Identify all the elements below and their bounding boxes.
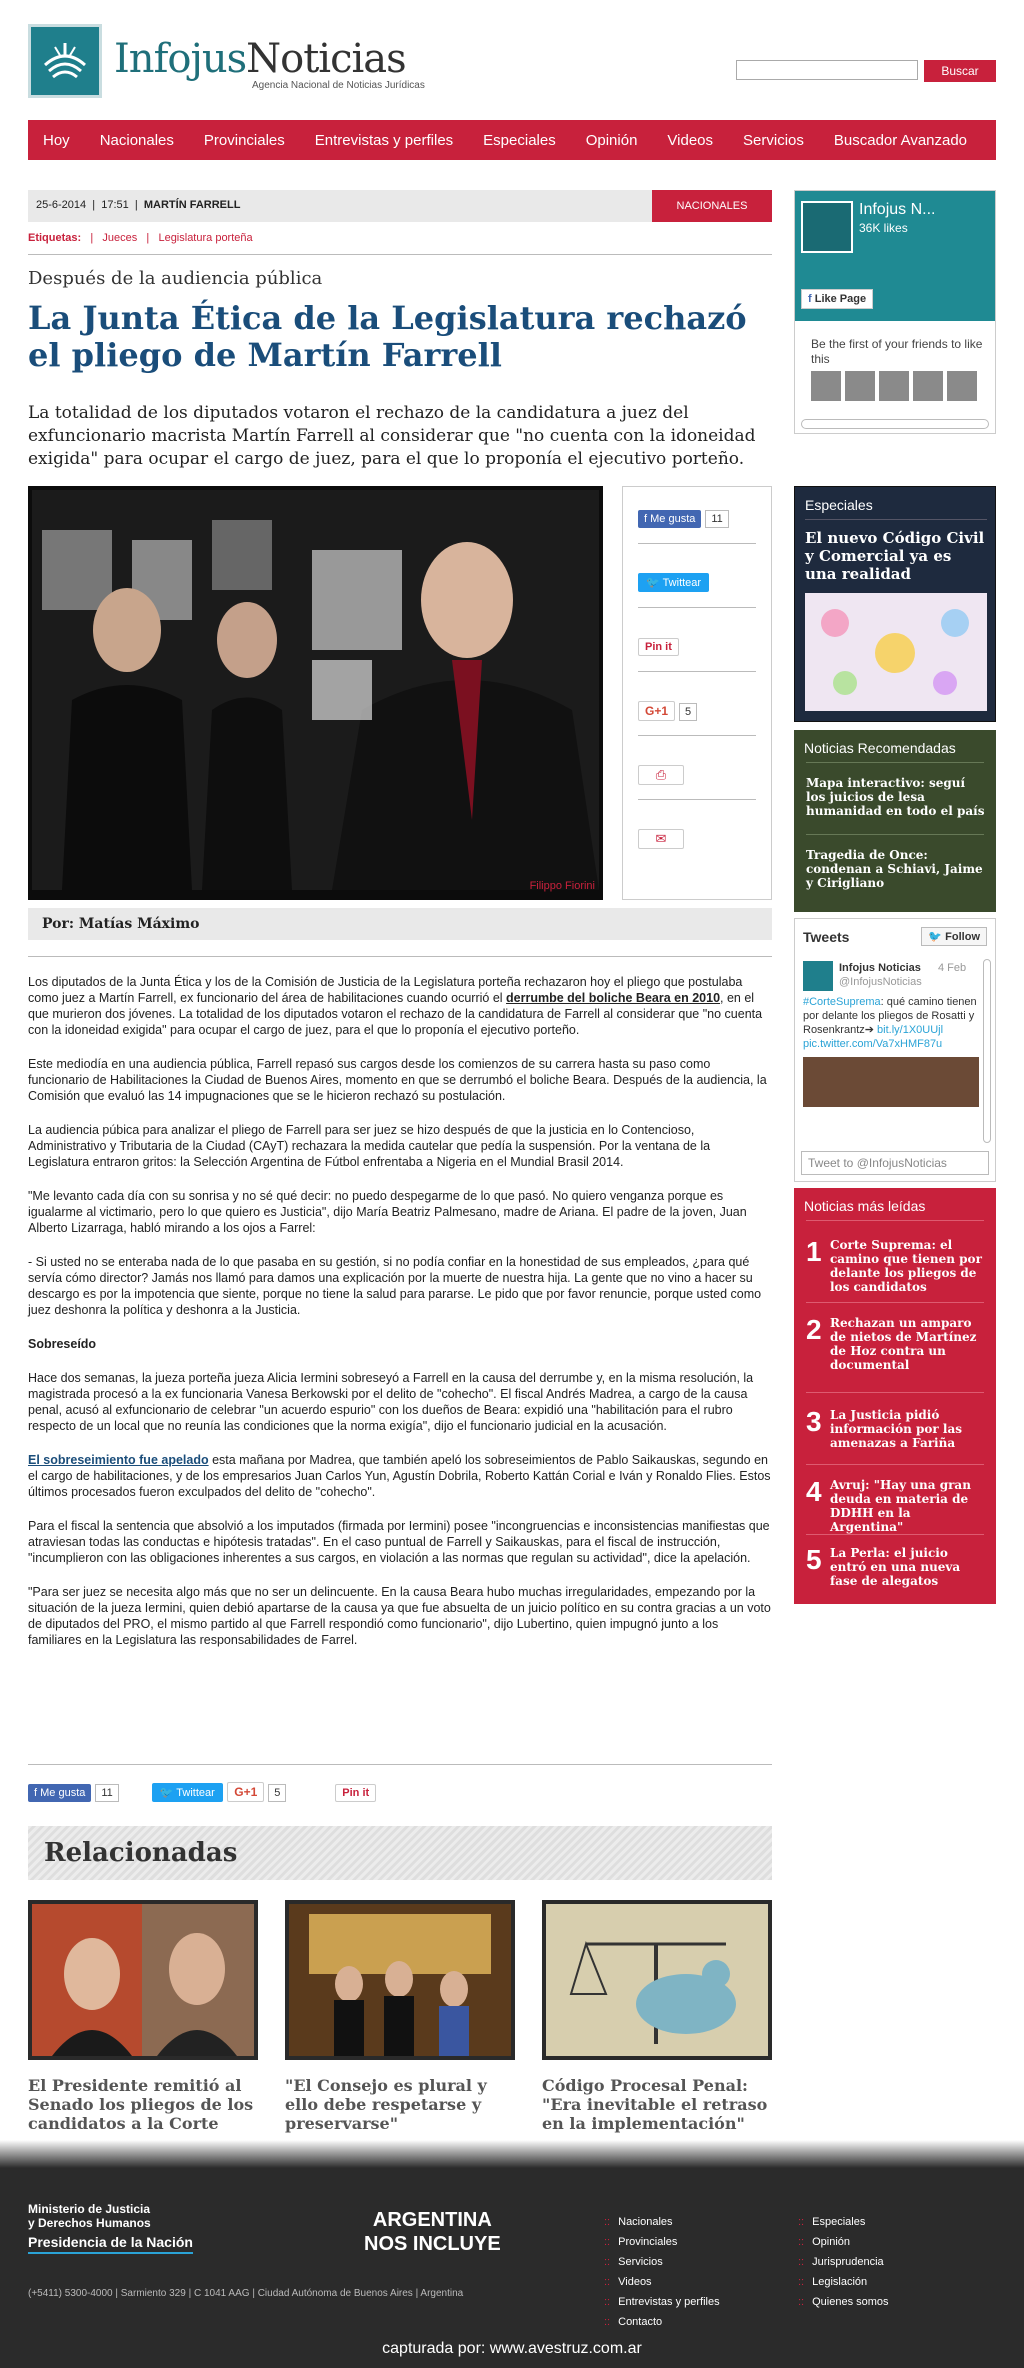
rank-number: 5 <box>806 1544 822 1575</box>
nav-item-videos[interactable]: Videos <box>667 131 714 149</box>
section-badge[interactable]: NACIONALES <box>652 190 772 222</box>
tweet-image[interactable] <box>803 1057 979 1107</box>
main-nav <box>28 120 996 160</box>
gplus-count: 5 <box>268 1784 286 1802</box>
body-paragraph: El sobreseimiento fue apelado esta mañana por Madrea, que también apeló los sobreseimientos de Pablo Saikauskas, segundo en el cargo de habilitaciones, y de los empresarios Juan Carlos Yun, Agustín Dobrila, Roberto Kattán Corial e Iván y Ronaldo Flies. Estos últimos procesados fueron exculpados del delito de "cohecho". <box>28 1453 771 1499</box>
mas-leida-title[interactable]: Rechazan un amparo de nietos de Martínez de Hoz contra un documental <box>830 1316 977 1372</box>
page-avatar[interactable] <box>801 201 853 253</box>
related-card[interactable] <box>28 1900 258 2133</box>
twitter-icon: 🐦 <box>646 577 660 589</box>
google-plus-button[interactable]: G+1 <box>227 1782 264 1802</box>
especiales-box <box>794 486 996 722</box>
divider <box>28 956 772 957</box>
footer-links-col1 <box>604 2212 720 2332</box>
presidency-logo[interactable]: Presidencia de la Nación <box>28 2234 193 2254</box>
article-headline: La Junta Ética de la Legislatura rechazó el pliego de Martín Farrell <box>28 299 747 374</box>
nav-item-especiales[interactable]: Especiales <box>483 131 556 149</box>
body-paragraph: Este mediodía en una audiencia pública, Farrell repasó sus cargos desde los comienzos de su carrera hasta su paso como funcionario de Habilitaciones la Ciudad de Buenos Aires, momento en que se derrumbó el boliche Beara. Después de la audiencia, la Comisión que evaluó las 14 impugnaciones que se le hicieron rechazó su postulación. <box>28 1057 767 1103</box>
nav-item-entrevistas[interactable]: Entrevistas y perfiles <box>314 131 454 149</box>
tweet-handle[interactable]: @InfojusNoticias <box>839 976 922 988</box>
facebook-like-button[interactable]: f Me gusta <box>28 1784 91 1802</box>
article-author[interactable]: MARTÍN FARRELL <box>143 199 241 211</box>
footer-link[interactable]: :: Servicios <box>604 2256 663 2268</box>
google-plus-button[interactable]: G+1 <box>638 701 675 721</box>
related-header <box>28 1826 772 1880</box>
facebook-page-name[interactable]: Infojus N... <box>859 201 936 218</box>
footer-link[interactable]: :: Provinciales <box>604 2236 678 2248</box>
mas-leidas-label: Noticias más leídas <box>804 1198 926 1214</box>
related-card[interactable] <box>542 1900 772 2133</box>
body-paragraph: Hace dos semanas, la jueza porteña jueza Alicia Iermini sobreseyó a Farrell en la causa del derrumbe y, en la misma resolución, la magistrada procesó a la ex funcionaria Vanesa Berkowski por el delito de "cohecho". El fiscal Andrés Madrea, a cargo de la causa penal, acusó al exfuncionario de celebrar "un acuerdo espurio" con los dueños de Beara: expidió una "habilitación para el rubro respecto de un local que no reunía las condiciones que la norma exigía", dijo el funcionario judicial en la acusación. <box>28 1371 754 1433</box>
nav-item-nacionales[interactable]: Nacionales <box>99 131 174 149</box>
ministry-logo[interactable]: Ministerio de Justicia y Derechos Humanos <box>28 2202 151 2230</box>
body-subhead: Sobreseído <box>28 1337 97 1351</box>
search-input[interactable] <box>736 60 918 80</box>
mas-leida-title[interactable]: La Justicia pidió información por las amenazas a Fariña <box>830 1408 962 1450</box>
tags-label: Etiquetas: <box>28 232 82 244</box>
vertical-scrollbar[interactable] <box>983 959 991 1143</box>
pinterest-button[interactable]: Pin it <box>335 1784 376 1802</box>
facebook-banner[interactable] <box>795 191 995 321</box>
especiales-image[interactable] <box>805 593 987 711</box>
twitter-tweet-button[interactable]: 🐦 Twittear <box>152 1783 223 1802</box>
article-byline: Por: Matías Máximo <box>28 908 772 940</box>
article-lede: La totalidad de los diputados votaron el rechazo de la candidatura a juez del exfuncionario macrista Martín Farrell al considerar que "no cuenta con la idoneidad exigida" para ocupar el cargo de juez, para el que lo proponía el ejecutivo porteño. <box>28 403 756 469</box>
footer-link[interactable]: :: Contacto <box>604 2316 663 2328</box>
divider <box>28 1764 772 1765</box>
body-paragraph: Los diputados de la Junta Ética y los de la Comisión de Justicia de la Legislatura porteña rechazaron hoy el pliego que postulaba como juez a Martín Farrell, ex funcionario del área de habilitaciones cuando ocurrió el derrumbe del boliche Beara en 2010, en el que murieron dos jóvenes. La totalidad de los diputados votaron el rechazo de la candidatura de Farrell al considerar que "no cuenta con la idoneidad exigida" para ocupar el cargo de juez, para el que lo proponía el ejecutivo porteño. <box>28 975 763 1037</box>
article-photo <box>28 486 603 900</box>
footer-links-col2 <box>798 2212 889 2312</box>
site-logo[interactable]: InfojusNoticias <box>114 36 406 82</box>
facebook-faces <box>811 371 977 401</box>
footer-link[interactable]: :: Jurisprudencia <box>798 2256 884 2268</box>
article-time: 17:51 <box>101 199 129 211</box>
footer-link[interactable]: :: Especiales <box>798 2216 866 2228</box>
body-paragraph: "Me levanto cada día con su sonrisa y no sé qué decir: no puedo despegarme de lo que pasó. No quiero venganza porque es igualarme al victimario, pero lo que quiero es Justicia", dijo María Beatriz Palmesano, madre de Ariana. El padre de la joven, Juan Alberto Lizarraga, habló mirando a los ojos a Farrel: <box>28 1189 747 1235</box>
article-body <box>28 974 772 1666</box>
body-paragraph: La audiencia púbica para analizar el pliego de Farrell para ser juez se hizo después de que la justicia en lo Contencioso, Administrativo y Tributaria de la Ciudad (CAyT) rechazara la medida cautelar que pedía la suspensión. Por la ventana de la Legislatura entraron gritos: la Selección Argentina de Fútbol enfrentaba a Nigeria en el Mundial Brasil 2014. <box>28 1123 711 1169</box>
site-tagline: Agencia Nacional de Noticias Jurídicas <box>252 80 425 91</box>
nav-item-opinion[interactable]: Opinión <box>585 131 638 149</box>
facebook-icon: f <box>644 513 648 525</box>
recomendadas-label: Noticias Recomendadas <box>804 740 956 756</box>
related-title: Relacionadas <box>44 1838 238 1868</box>
twitter-icon: 🐦 <box>159 1787 174 1799</box>
site-header <box>28 24 996 100</box>
twitter-icon: 🐦 <box>928 931 943 943</box>
pinterest-button[interactable]: Pin it <box>638 638 679 656</box>
body-paragraph: "Para ser juez se necesita algo más que no ser un delincuente. En la causa Beara hubo muchas irregularidades, empezando por la situación de la jueza Iermini, quien debió apartarse de la causa ya que fue absuelta de un juicio político en su contra gracias a un voto de diputados del PRO, el mismo partido al que Farrell respondió como funcionario", dijo Lubertino, quien impugnó junto a los familiares en la Legislatura las responsabilidades de Farrel. <box>28 1585 771 1647</box>
beara-link[interactable]: derrumbe del boliche Beara en 2010 <box>506 991 721 1005</box>
article-date: 25-6-2014 <box>36 199 87 211</box>
twitter-tweet-button[interactable]: 🐦 Twittear <box>638 573 709 592</box>
nav-item-hoy[interactable]: Hoy <box>43 131 70 149</box>
mas-leida-title[interactable]: Avruj: "Hay una gran deuda en materia de DDHH en la Argentina" <box>830 1478 971 1534</box>
mas-leidas-box <box>794 1188 996 1604</box>
article-kicker: Después de la audiencia pública <box>28 268 323 289</box>
article-meta-bar: 25-6-2014 | 17:51 | MARTÍN FARRELL NACIONALES <box>28 190 772 222</box>
related-caption[interactable]: Código Procesal Penal: "Era inevitable el retraso en la implementación" <box>542 2076 768 2133</box>
facebook-page-widget <box>794 190 996 434</box>
gplus-count: 5 <box>679 703 697 721</box>
rank-number: 3 <box>806 1406 822 1437</box>
related-caption[interactable]: "El Consejo es plural y ello debe respetarse y preservarse" <box>285 2076 487 2133</box>
recomendadas-box <box>794 730 996 912</box>
avatar[interactable] <box>811 371 841 401</box>
facebook-like-page-button[interactable]: f Like Page <box>801 289 873 309</box>
related-image[interactable] <box>285 1900 515 2060</box>
photo-credit: Filippo Fiorini <box>529 880 595 892</box>
facebook-icon: f <box>34 1787 38 1799</box>
avatar[interactable] <box>947 371 977 401</box>
capture-credit: capturada por: www.avestruz.com.ar <box>382 2340 642 2357</box>
mas-leida-title[interactable]: Corte Suprema: el camino que tienen por delante los pliegos de los candidatos <box>830 1238 982 1294</box>
share-column <box>622 486 772 900</box>
tweet-to-input[interactable]: Tweet to @InfojusNoticias <box>801 1151 989 1175</box>
tags-row: Etiquetas: | Jueces | Legislatura porteña <box>28 232 253 244</box>
facebook-friends-text: Be the first of your friends to like this <box>811 337 983 366</box>
recomendada-item[interactable]: Tragedia de Once: condenan a Schiavi, Jaime y Cirigliano <box>806 848 983 890</box>
photo-image <box>32 490 599 890</box>
search-button[interactable]: Buscar <box>924 60 996 82</box>
fb-like-count: 11 <box>705 510 728 528</box>
footer-address: (+5411) 5300-4000 | Sarmiento 329 | C 1041 AAG | Ciudad Autónoma de Buenos Aires | Argentina <box>28 2288 464 2299</box>
tweet-text: : qué camino tienen por delante los pliegos de Rosatti y Rosenkrantz➔ <box>803 996 977 1036</box>
related-image[interactable] <box>542 1900 772 2060</box>
footer-link[interactable]: :: Quienes somos <box>798 2296 889 2308</box>
tag-link[interactable]: Jueces <box>102 232 138 244</box>
facebook-page-likes: 36K likes <box>859 221 908 235</box>
tweet-date: 4 Feb <box>937 962 967 974</box>
argentina-logo[interactable]: ARGENTINA NOS INCLUYE <box>364 2209 501 2255</box>
related-caption[interactable]: El Presidente remitió al Senado los pliegos de los candidatos a la Corte <box>28 2076 254 2133</box>
site-footer <box>0 2168 1024 2368</box>
footer-link[interactable]: :: Entrevistas y perfiles <box>604 2296 720 2308</box>
logo-icon[interactable] <box>28 24 102 98</box>
avatar[interactable] <box>879 371 909 401</box>
horizontal-scrollbar[interactable] <box>801 419 989 429</box>
nav-item-buscador[interactable]: Buscador Avanzado <box>833 131 968 149</box>
recomendada-item[interactable]: Mapa interactivo: seguí los juicios de lesa humanidad en todo el país <box>806 776 985 818</box>
rank-number: 1 <box>806 1236 822 1267</box>
footer-link[interactable]: :: Videos <box>604 2276 652 2288</box>
avatar[interactable] <box>913 371 943 401</box>
footer-link[interactable]: :: Opinión <box>798 2236 851 2248</box>
email-icon[interactable]: ✉ <box>638 829 684 849</box>
body-paragraph: Para el fiscal la sentencia que absolvió a los imputados (firmada por Iermini) posee "incongruencias e inconsistencias manifiestas que atraviesan todas las conductas e hipótesis tratadas". En el caso puntual de Farrell y Saikauskas, para el fiscal de instrucción, "incumplieron con las obligaciones inherentes a sus cargos, en violación a las normas que regulan su actividad", dice la apelación. <box>28 1519 770 1565</box>
tweet-link[interactable]: bit.ly/1X0UUjl <box>877 1024 944 1036</box>
footer-link[interactable]: :: Legislación <box>798 2276 868 2288</box>
footer-link[interactable]: :: Nacionales <box>604 2216 673 2228</box>
rank-number: 2 <box>806 1314 822 1345</box>
tweet <box>803 961 983 1107</box>
mas-leida-title[interactable]: La Perla: el juicio entró en una nueva fase de alegatos <box>830 1546 961 1588</box>
nav-item-provinciales[interactable]: Provinciales <box>203 131 285 149</box>
tweet-user[interactable]: Infojus Noticias <box>839 962 921 974</box>
nav-item-servicios[interactable]: Servicios <box>743 131 804 149</box>
appeal-link[interactable]: El sobreseimiento fue apelado <box>28 1453 209 1467</box>
facebook-like-button[interactable]: f Me gusta <box>638 510 701 528</box>
facebook-icon: f <box>808 293 812 305</box>
divider <box>28 254 772 255</box>
avatar[interactable] <box>803 961 833 991</box>
related-card[interactable] <box>285 1900 515 2133</box>
rank-number: 4 <box>806 1476 822 1507</box>
related-image[interactable] <box>28 1900 258 2060</box>
print-icon[interactable]: ⎙ <box>638 765 684 785</box>
tweet-hashtag[interactable]: #CorteSuprema <box>803 996 881 1008</box>
especiales-headline[interactable]: El nuevo Código Civil y Comercial ya es una realidad <box>805 529 985 583</box>
body-paragraph: - Si usted no se enteraba nada de lo que pasaba en su gestión, si no podía confiar en la honestidad de sus empleados, ¿para qué servía cómo director? Jamás nos llamó para damos una explicación por la muerte de nuestra hija. La gente que no vino a hacer su descargo es por la impotencia que siente, porque no tiene la salud para pararse. Le pido que por favor renuncie, porque usted como juez deshonra la política y deshonra a la Justicia. <box>28 1255 762 1317</box>
tag-link[interactable]: Legislatura porteña <box>158 232 253 244</box>
tweets-label: Tweets <box>803 929 850 945</box>
especiales-label: Especiales <box>805 497 873 513</box>
avatar[interactable] <box>845 371 875 401</box>
twitter-widget <box>794 918 996 1182</box>
bottom-share-bar <box>28 1782 772 1804</box>
tweet-link[interactable]: pic.twitter.com/Va7xHMF87u <box>803 1038 943 1050</box>
fb-like-count: 11 <box>95 1784 118 1802</box>
twitter-follow-button[interactable]: 🐦 Follow <box>921 927 987 946</box>
